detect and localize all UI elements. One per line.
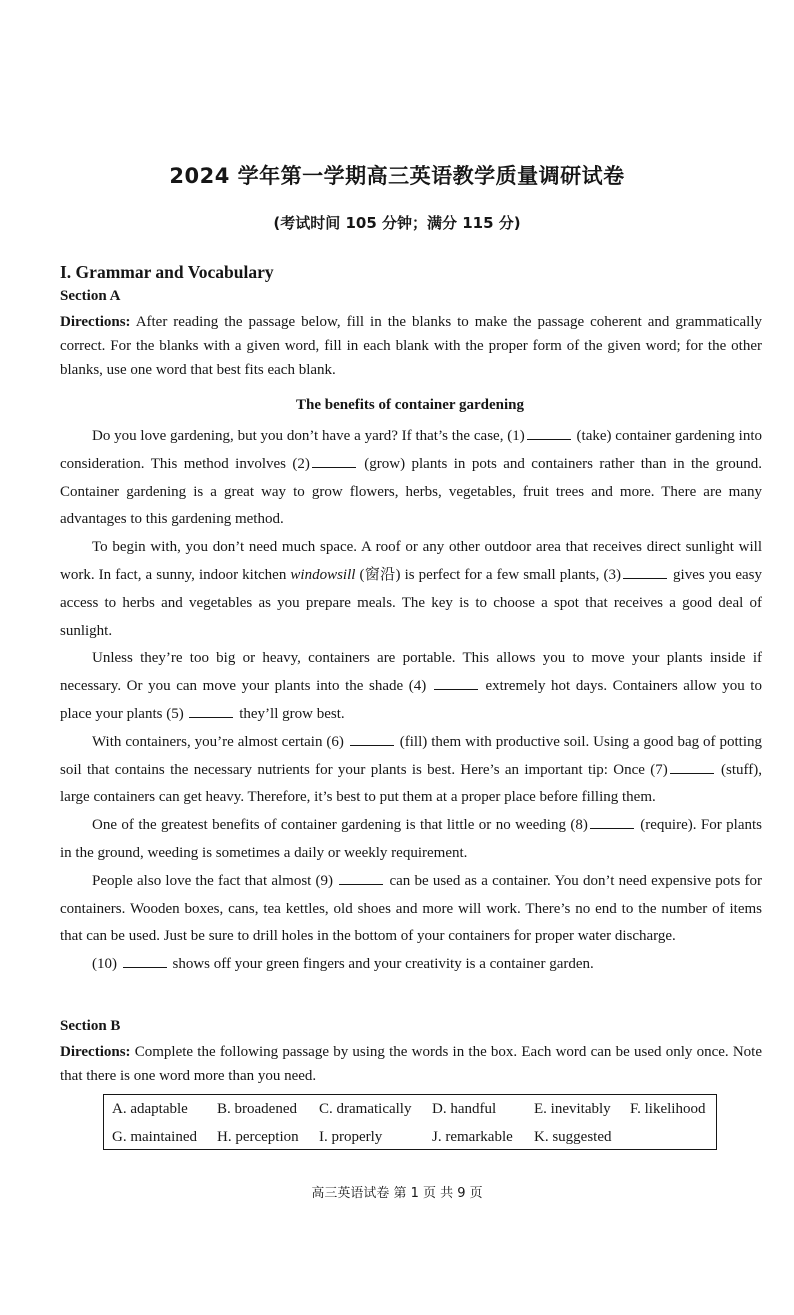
blank-5[interactable] [189, 705, 233, 718]
passage [60, 423, 762, 979]
option-e: E. inevitably [534, 1101, 611, 1117]
directions-label: Directions: [60, 314, 131, 330]
blank-2[interactable] [312, 455, 356, 468]
section-a-directions [60, 310, 762, 382]
page-footer: 高三英语试卷 第 1 页 共 9 页 [311, 1186, 483, 1201]
text: Unless they’re too big or heavy, containers are portable. This allows you to move your plants inside if necessary. Or you can move your plants into the shade (4) [60, 650, 762, 695]
text: (stuff), large containers can get heavy. Therefore, it’s best to put them at a proper place before filling them. [60, 761, 762, 806]
section-b-label: Section B [60, 1018, 121, 1034]
text: To begin with, you don’t need much space. A roof or any other outdoor area that receives direct sunlight will work. In fact, a sunny, indoor kitchen [60, 539, 762, 583]
option-b: B. broadened [217, 1101, 297, 1117]
paragraph-6 [60, 868, 762, 951]
text: One of the greatest benefits of container gardening is that little or no weeding (8) [92, 817, 588, 834]
section-b-directions [60, 1040, 762, 1088]
text: shows off your green fingers and your creativity is a container garden. [168, 956, 594, 973]
option-g: G. maintained [112, 1129, 197, 1145]
text: can be used as a container. You don’t need expensive pots for containers. Wooden boxes, cans, tea kettles, old shoes and more will work. There’s no end to the number of items that can be used. Just be sure to drill holes in the bottom of your containers for proper water discharge. [60, 872, 762, 945]
option-a: A. adaptable [112, 1101, 188, 1117]
paragraph-1 [60, 423, 762, 534]
text: is perfect for a few small plants, (3) [400, 566, 621, 583]
text: People also love the fact that almost (9) [92, 872, 338, 889]
paragraph-4 [60, 729, 762, 812]
blank-8[interactable] [590, 816, 634, 829]
paragraph-3 [60, 645, 762, 728]
blank-3[interactable] [623, 566, 667, 579]
gloss: (窗沿) [355, 566, 401, 583]
exam-title: 2024 学年第一学期高三英语教学质量调研试卷 [169, 164, 625, 188]
text: extremely hot days. Containers allow you to place your plants (5) [60, 678, 762, 722]
blank-10[interactable] [123, 955, 167, 968]
blank-4[interactable] [434, 677, 478, 690]
word-box [103, 1094, 717, 1150]
directions-text: Complete the following passage by using the words in the box. Each word can be used only once. Note that there is one word more than you need. [60, 1044, 762, 1084]
paragraph-2 [60, 534, 762, 645]
section-a-label: Section A [60, 288, 121, 304]
paragraph-7 [60, 951, 762, 979]
blank-1[interactable] [527, 427, 571, 440]
directions-text: After reading the passage below, fill in the blanks to make the passage coherent and grammatically correct. For the blanks with a given word, fill in each blank with the proper form of the given word; for the other blanks, use one word that best fits each blank. [60, 314, 762, 378]
text: Do you love gardening, but you don’t have a yard? If that’s the case, (1) [92, 428, 525, 444]
option-f: F. likelihood [630, 1101, 706, 1117]
directions-label: Directions: [60, 1044, 131, 1060]
blank-9[interactable] [339, 872, 383, 885]
option-d: D. handful [432, 1101, 497, 1117]
passage-title: The benefits of container gardening [295, 397, 525, 413]
text: (grow) plants in pots and containers rather than in the ground. Container gardening is a great way to grow flowers, herbs, vegetables, fruit trees and more. There are many advantages to this gardening method. [60, 455, 762, 528]
text: With containers, you’re almost certain (6) [92, 733, 348, 750]
option-j: J. remarkable [432, 1129, 513, 1145]
option-k: K. suggested [534, 1129, 612, 1145]
option-i: I. properly [319, 1129, 383, 1145]
option-h: H. perception [217, 1129, 299, 1145]
part-title: I. Grammar and Vocabulary [60, 262, 274, 282]
text: (fill) them with productive soil. Using a good bag of potting soil that contains the necessary nutrients for your plants is best. Here’s an important tip: Once (7) [60, 733, 762, 778]
exam-subtitle: (考试时间 105 分钟；满分 115 分) [273, 214, 521, 232]
option-c: C. dramatically [319, 1101, 412, 1117]
text: gives you easy access to herbs and vegetables as you prepare meals. The key is to choose a spot that receives a good deal of sunlight. [60, 566, 762, 639]
text: (require). For plants in the ground, weeding is sometimes a daily or weekly requirement. [60, 817, 762, 861]
blank-7[interactable] [670, 761, 714, 774]
italic-term: windowsill [290, 566, 356, 583]
text: (10) [92, 956, 121, 973]
text: they’ll grow best. [235, 705, 345, 722]
paragraph-5 [60, 812, 762, 868]
blank-6[interactable] [350, 733, 394, 746]
text: (take) container gardening into consideration. This method involves (2) [60, 428, 763, 472]
